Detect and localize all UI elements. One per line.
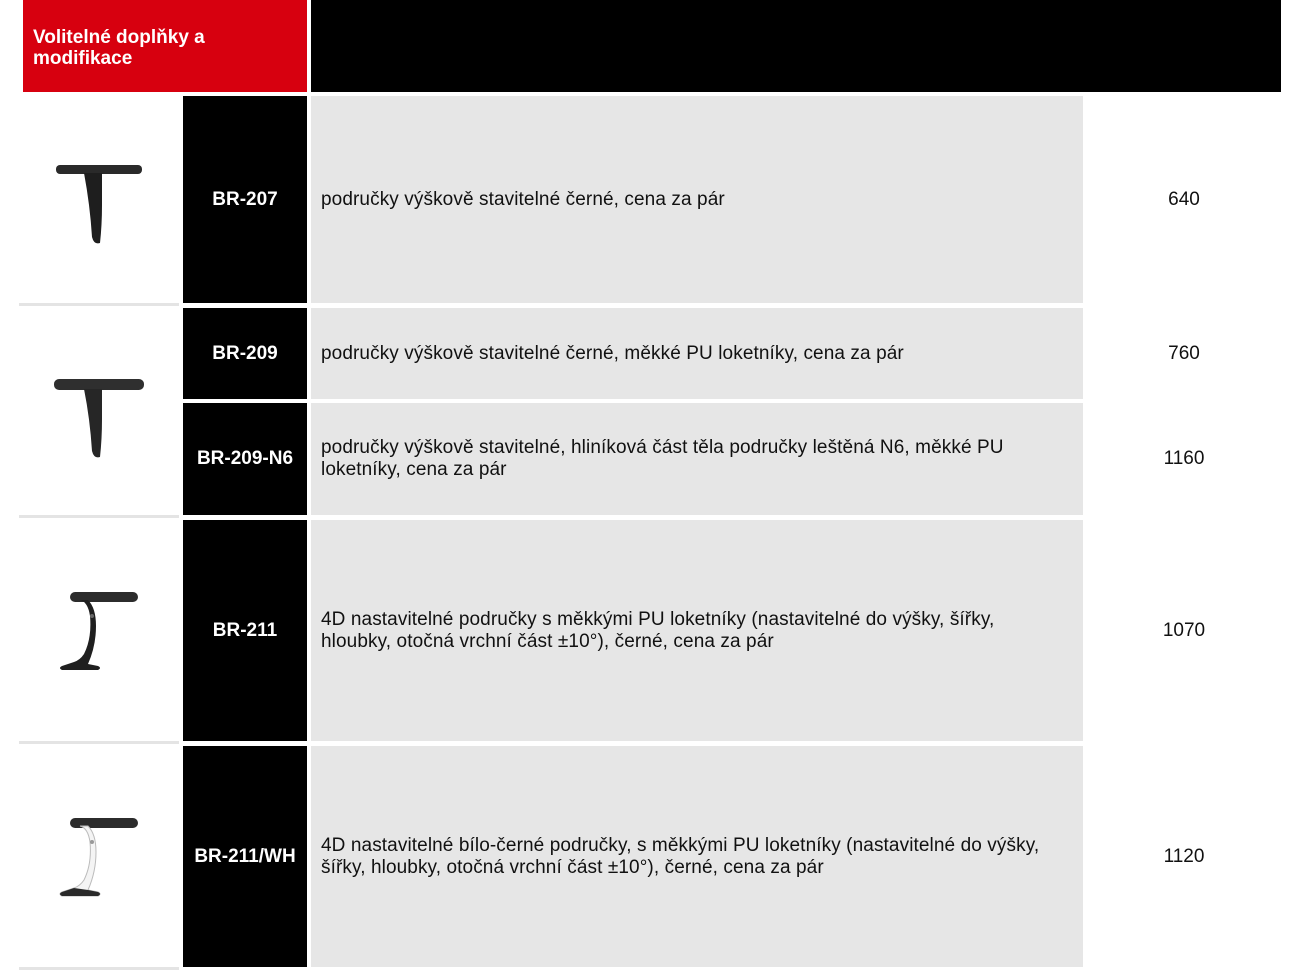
code-cell: BR-207 [183,96,307,303]
description-cell: područky výškově stavitelné černé, cena za pár [311,96,1083,303]
description-cell: 4D nastavitelné područky s měkkými PU loketníky (nastavitelné do výšky, šířky, hloubky, otočná vrchní část ±10°), černé, cena za pár [311,520,1083,741]
header-bar [311,0,1281,92]
code-cell: BR-209-N6 [183,403,307,515]
description-cell: područky výškově stavitelné černé, měkké PU loketníky, cena za pár [311,308,1083,399]
price-cell: 1160 [1163,448,1205,469]
code-cell: BR-211/WH [183,746,307,967]
black-armrest-soft-pad-icon [44,357,154,467]
4d-armrest-white-icon [44,802,154,912]
code-cell: BR-209 [183,308,307,399]
price-cell: 1120 [1163,845,1205,867]
section-title: Volitelné doplňky a modifikace [23,0,307,92]
row-divider [19,515,179,518]
code-cell: BR-211 [183,520,307,741]
description-cell: područky výškově stavitelné, hliníková část těla područky leštěná N6, měkké PU loketníky, cena za pár [311,403,1083,515]
row-divider [19,303,179,306]
product-image-br-209 [19,308,179,515]
price-cell: 760 [1168,342,1200,364]
black-armrest-icon [44,145,154,255]
product-image-br-211-wh [19,746,179,967]
description-cell: 4D nastavitelné bílo-černé područky, s měkkými PU loketníky (nastavitelné do výšky, šířky, hloubky, otočná vrchní část ±10°), černé, cena za pár [311,746,1083,967]
price-cell: 1070 [1162,619,1206,641]
price-cell: 640 [1168,188,1200,210]
product-image-br-211 [19,520,179,741]
row-divider [19,967,179,970]
product-image-br-207 [19,96,179,303]
row-divider [19,741,179,744]
4d-armrest-black-icon [44,576,154,686]
